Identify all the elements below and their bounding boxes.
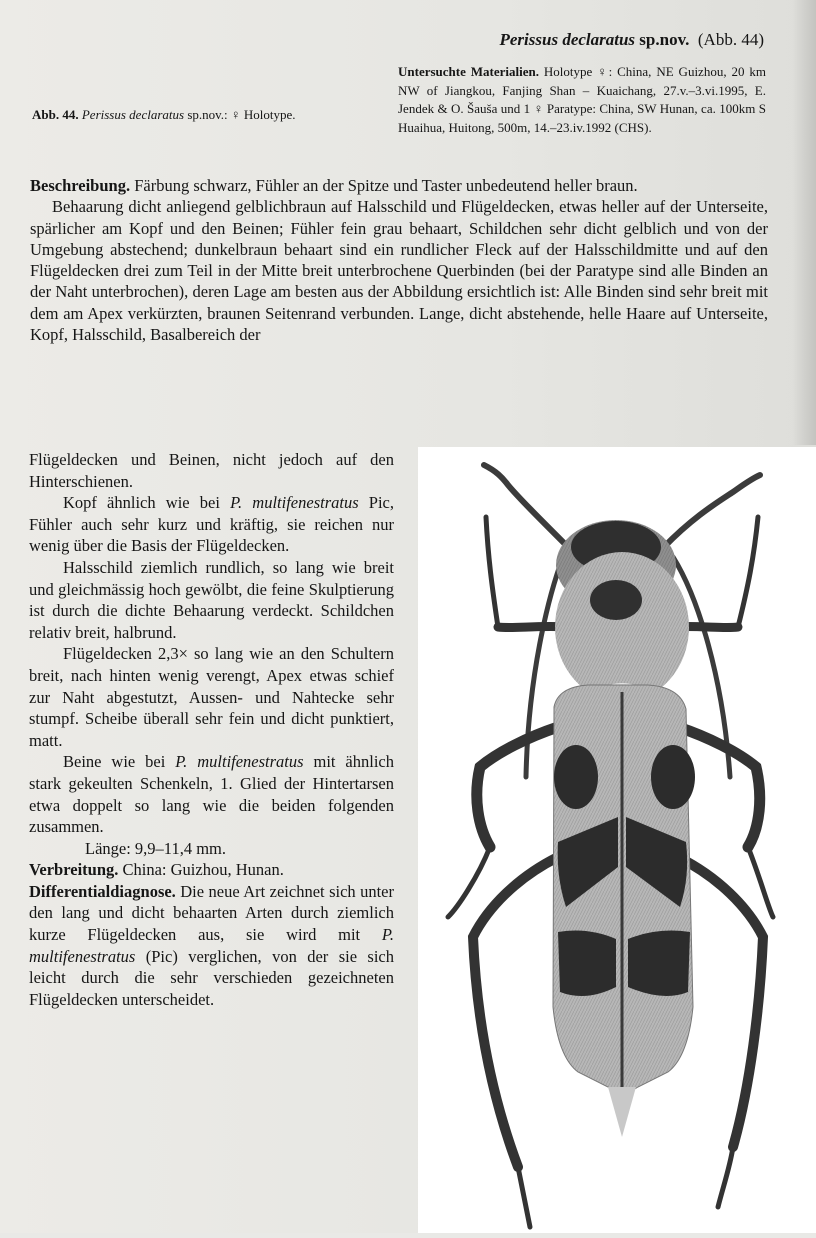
verbreitung-text: China: Guizhou, Hunan.	[118, 860, 284, 880]
kopf-text-a: Kopf ähnlich wie bei	[63, 493, 231, 513]
sp-nov-label: sp.nov.	[639, 30, 690, 49]
caption-text: sp.nov.: ♀ Holotype.	[184, 107, 296, 122]
diff-text-a: Die neue Art zeichnet sich unter den lang und dicht behaarten Arten durch ziemlich kurze Flügeldecken aus, sie wird mit	[29, 881, 394, 945]
continuation-paragraph: Flügeldecken und Beinen, nicht jedoch auf den Hinterschienen.	[29, 450, 394, 491]
figure-caption	[32, 107, 296, 123]
kopf-species: P. multifenestratus	[230, 493, 359, 513]
differentialdiagnose-label: Differentialdiagnose.	[29, 881, 176, 901]
pronotum	[555, 552, 689, 702]
description-paragraph-2: Behaarung dicht anliegend gelblichbraun auf Halsschild und Flügeldecken, etwas heller auf der Unterseite, spärlicher am Kopf und den Beinen; Fühler fein grau behaart, Schildchen sehr dicht gelblich und von der Umgebung abstechend; dunkelbraun behaart sind ein rundlicher Fleck auf der Halsschildmitte und auf den Flügeldecken drei zum Teil in der Mitte breit unterbrochene Querbinden (bei der Paratype sind alle Binden an der Naht unterbrochen), deren Lage am besten aus der Abbildung ersichtlich ist: Alle Binden sind sehr breit mit dem am Apex verkürzten, braunen Seitenrand verbunden. Lange, dicht abstehende, helle Haare auf Unterseite, Kopf, Halsschild, Basalbereich der	[30, 197, 768, 345]
verbreitung-paragraph	[29, 859, 394, 881]
beine-species: P. multifenestratus	[175, 752, 304, 772]
description-heading: Beschreibung.	[30, 176, 131, 195]
beetle-figure	[418, 447, 816, 1233]
diff-species: P. multifenestratus	[29, 925, 394, 966]
halsschild-paragraph: Halsschild ziemlich rundlich, so lang wie breit und gleichmässig hoch gewölbt, die feine Skulptierung ist durch die dichte Behaarung verdeckt. Schildchen relativ breit, halbrund.	[29, 557, 394, 642]
figure-reference: (Abb. 44)	[697, 30, 764, 49]
species-heading	[500, 30, 765, 50]
fluegeldecken-paragraph: Flügeldecken 2,3× so lang wie an den Schultern breit, nach hinten wenig verengt, Apex etwas schief zur Naht abgestutzt, Aussen- und Nahtecke sehr stumpf. Scheibe überall sehr fein und dicht punktiert, matt.	[29, 644, 394, 750]
abdomen-tip	[608, 1087, 636, 1137]
elytra	[553, 685, 695, 1092]
kopf-paragraph	[29, 492, 394, 557]
beetle-illustration	[418, 447, 816, 1233]
description-block	[30, 175, 768, 345]
material-examined	[398, 63, 766, 137]
kopf-text-b: Pic, Fühler auch sehr kurz und kräftig, sie reichen nur wenig über die Basis der Flügeldecken.	[29, 493, 394, 556]
differentialdiagnose-paragraph	[29, 881, 394, 1011]
description-paragraph-1	[30, 175, 768, 196]
verbreitung-label: Verbreitung.	[29, 860, 119, 880]
caption-label: Abb. 44.	[32, 107, 79, 122]
page-edge-shadow	[792, 0, 816, 445]
material-text: Holotype ♀: China, NE Guizhou, 20 km NW of Jiangkou, Fanjing Shan – Kuaichang, 27.v.–3.vi.1995, E. Jendek & O. Šauša und 1 ♀ Paratype: China, SW Hunan, ca. 100km S Huaihua, Huitong, 500m, 14.–23.iv.1992 (CHS).	[398, 64, 766, 135]
material-label: Untersuchte Materialien.	[398, 64, 540, 79]
beine-text-a: Beine wie bei	[63, 752, 176, 772]
laenge-line: Länge: 9,9–11,4 mm.	[85, 838, 226, 858]
description-text-1: Färbung schwarz, Fühler an der Spitze und Taster unbedeutend heller braun.	[130, 176, 638, 195]
species-name: Perissus declaratus	[499, 30, 636, 49]
beine-paragraph	[29, 751, 394, 837]
caption-species: Perissus declaratus	[81, 107, 185, 122]
diff-text-b: (Pic) verglichen, von der sie sich leicht durch die sehr verschieden gezeichneten Flügeldecken unterscheidet.	[29, 946, 394, 1009]
text-column	[29, 449, 394, 1010]
beine-text-b: mit ähnlich stark gekeulten Schenkeln, 1. Glied der Hintertarsen etwa doppelt so lang wie die beiden folgenden zusammen.	[29, 752, 394, 837]
